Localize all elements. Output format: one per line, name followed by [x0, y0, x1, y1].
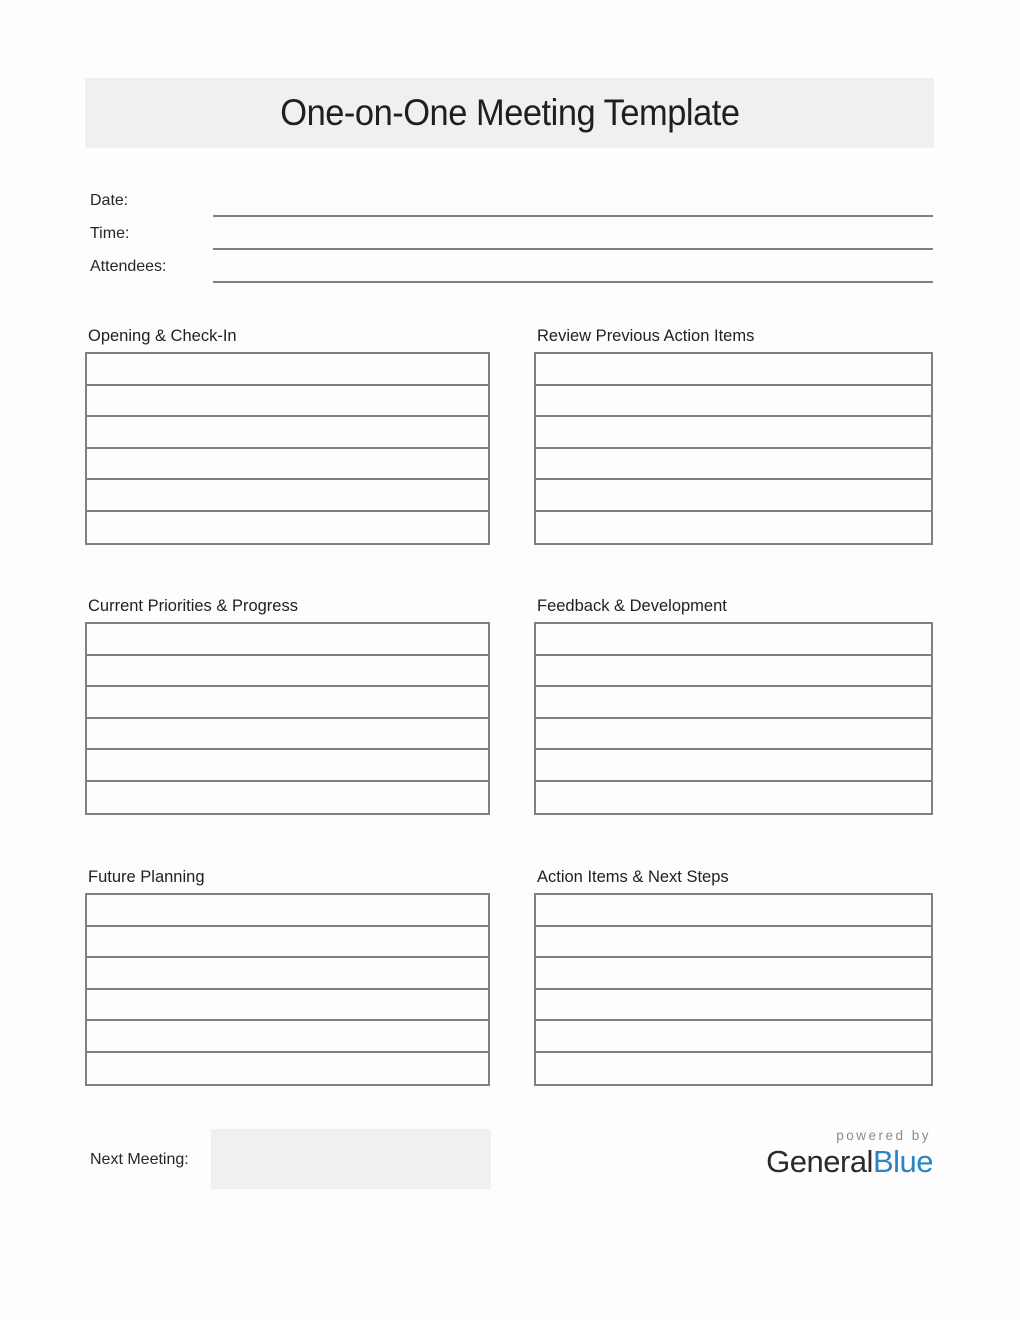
section-title: Current Priorities & Progress: [88, 597, 298, 615]
table-row[interactable]: [536, 750, 931, 782]
section-review-previous-action-items: [534, 326, 933, 545]
section-title: Review Previous Action Items: [537, 327, 755, 345]
section-feedback-development: [534, 596, 933, 815]
attendees-label: Attendees:: [90, 258, 167, 275]
next-meeting-input-box[interactable]: [211, 1129, 491, 1189]
table-row[interactable]: [536, 386, 931, 418]
section-table: [534, 352, 933, 545]
table-row[interactable]: [87, 687, 488, 719]
brand-blue-text: Blue: [872, 1144, 933, 1179]
section-opening-check-in: [85, 326, 490, 545]
section-future-planning: [85, 867, 490, 1086]
section-title: Future Planning: [88, 868, 205, 886]
time-input-line[interactable]: [213, 248, 933, 250]
table-row[interactable]: [536, 1021, 931, 1053]
table-row[interactable]: [536, 1053, 931, 1085]
table-row[interactable]: [536, 656, 931, 688]
table-row[interactable]: [87, 958, 488, 990]
table-row[interactable]: [536, 512, 931, 544]
section-current-priorities-progress: [85, 596, 490, 815]
section-action-items-next-steps: [534, 867, 933, 1086]
table-row[interactable]: [87, 990, 488, 1022]
section-table: [85, 622, 490, 815]
section-title: Opening & Check-In: [88, 327, 237, 345]
table-row[interactable]: [536, 990, 931, 1022]
table-row[interactable]: [87, 512, 488, 544]
table-row[interactable]: [87, 354, 488, 386]
title-banner: [85, 78, 934, 148]
date-label: Date:: [90, 192, 129, 209]
table-row[interactable]: [87, 1021, 488, 1053]
table-row[interactable]: [536, 480, 931, 512]
attendees-input-line[interactable]: [213, 281, 933, 283]
table-row[interactable]: [87, 927, 488, 959]
table-row[interactable]: [87, 480, 488, 512]
section-table: [534, 893, 933, 1086]
general-blue-logo: [766, 1128, 933, 1180]
table-row[interactable]: [87, 624, 488, 656]
table-row[interactable]: [536, 782, 931, 814]
table-row[interactable]: [536, 449, 931, 481]
section-table: [85, 893, 490, 1086]
brand-wordmark: [766, 1144, 933, 1180]
section-title: Feedback & Development: [537, 597, 727, 615]
table-row[interactable]: [536, 624, 931, 656]
brand-general-text: General: [766, 1144, 873, 1179]
powered-by-text: powered by: [836, 1128, 931, 1143]
table-row[interactable]: [87, 417, 488, 449]
table-row[interactable]: [87, 386, 488, 418]
table-row[interactable]: [536, 719, 931, 751]
table-row[interactable]: [536, 927, 931, 959]
table-row[interactable]: [536, 895, 931, 927]
table-row[interactable]: [87, 750, 488, 782]
section-table: [85, 352, 490, 545]
table-row[interactable]: [536, 958, 931, 990]
date-input-line[interactable]: [213, 215, 933, 217]
table-row[interactable]: [536, 687, 931, 719]
table-row[interactable]: [536, 417, 931, 449]
date-field-row: [90, 190, 933, 217]
page-title: One-on-One Meeting Template: [279, 92, 740, 133]
table-row[interactable]: [87, 449, 488, 481]
table-row[interactable]: [87, 719, 488, 751]
table-row[interactable]: [87, 895, 488, 927]
attendees-field-row: [90, 256, 933, 283]
table-row[interactable]: [87, 656, 488, 688]
table-row[interactable]: [536, 354, 931, 386]
table-row[interactable]: [87, 1053, 488, 1085]
table-row[interactable]: [87, 782, 488, 814]
next-meeting-label: Next Meeting:: [90, 1151, 189, 1168]
section-title: Action Items & Next Steps: [537, 868, 729, 886]
time-field-row: [90, 223, 933, 250]
section-table: [534, 622, 933, 815]
time-label: Time:: [90, 225, 130, 242]
